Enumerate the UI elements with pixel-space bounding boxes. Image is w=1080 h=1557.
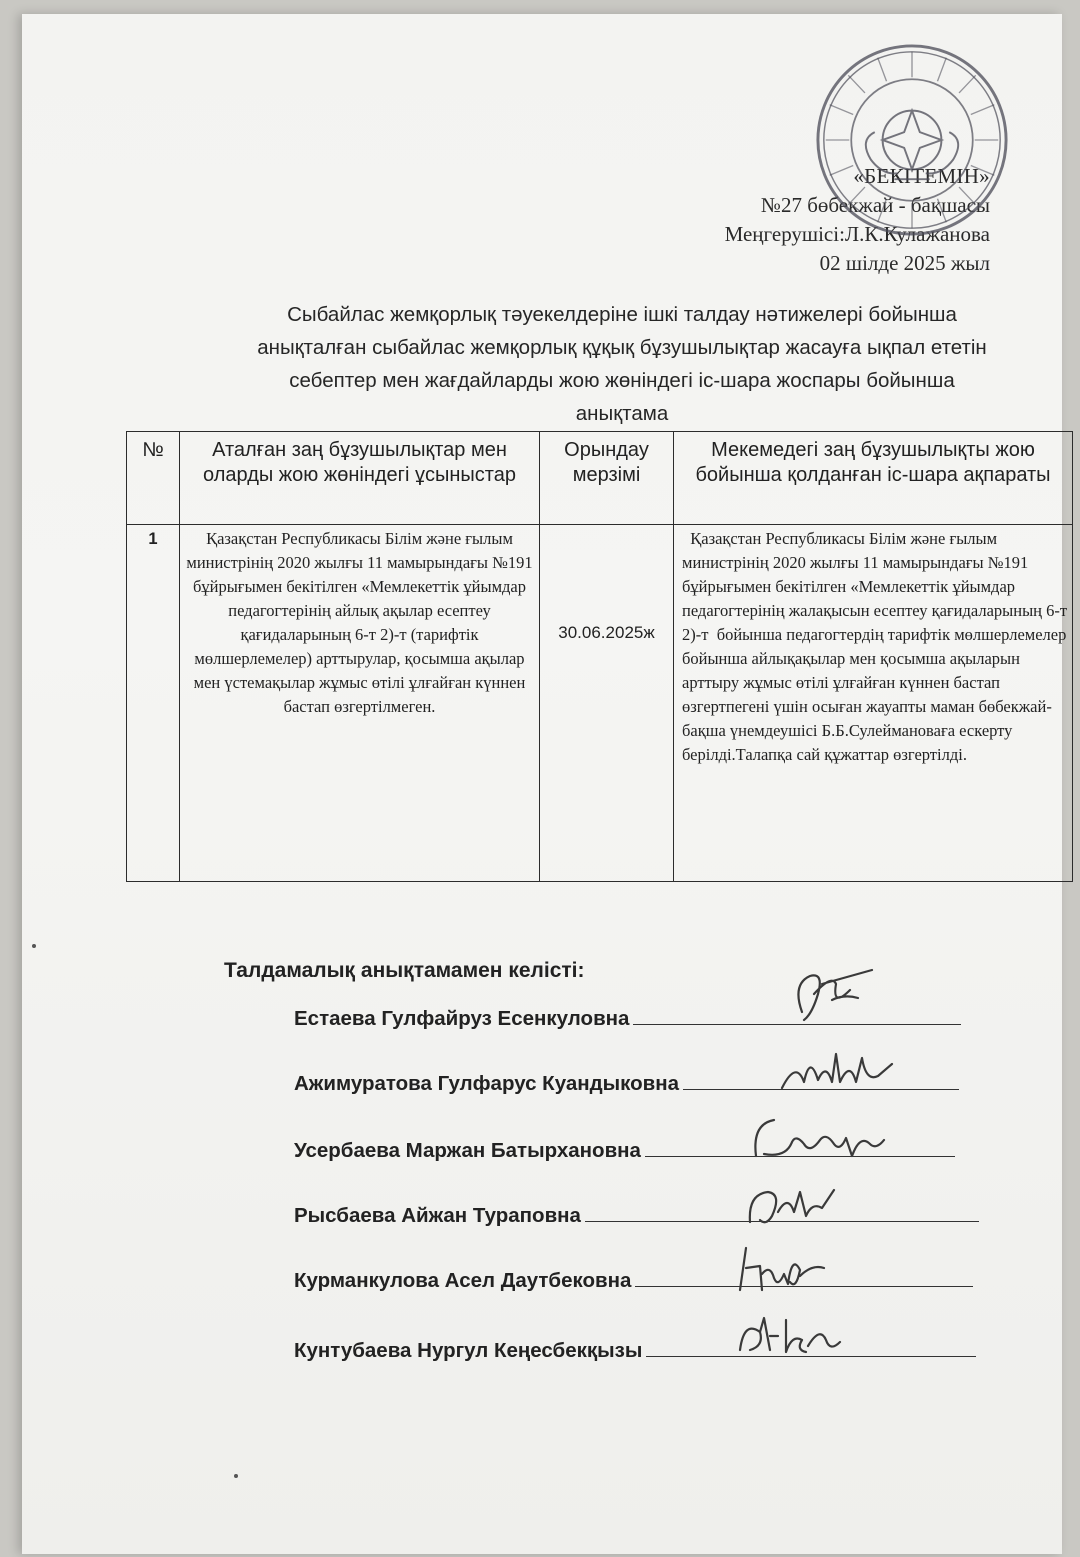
signer-name: Курманкулова Асел Даутбековна [294, 1269, 632, 1292]
signature-icon [726, 1234, 836, 1304]
table-row [127, 525, 1073, 882]
signer-name: Рысбаева Айжан Тураповна [294, 1204, 581, 1227]
cell-number: 1 [127, 525, 180, 882]
paper-speck [32, 944, 36, 948]
document-title-line: анықтама [575, 402, 669, 425]
signer-name: Усербаева Маржан Батырхановна [294, 1139, 641, 1162]
approval-head: Меңгерушісі:Л.К.Кулажанова [724, 222, 990, 246]
signer-row [294, 1199, 979, 1231]
document-title-line: Сыбайлас жемқорлық тәуекелдеріне ішкі талдау нәтижелері бойынша [287, 303, 957, 326]
signature-icon [762, 954, 882, 1034]
document-page [22, 14, 1072, 1554]
cell-action: Қазақстан Республикасы Білім және ғылым министрінің 2020 жылғы 11 мамырындағы №191 бұйрығымен бекітілген «Мемлекеттік ұйымдар педагогтерінің жалақысын есептеу қағидаларының 6-т 2)-т бойынша педагогтердің тарифтік мөлшерлемелер бойынша айлықақылар мен қосымша ақыларын арттыру жұмыс өтілі ұлғайған күннен бастап өзгертпегені үшін осыған жауапты маман бөбекжай-бақша үнемдеушісі Б.Б.Сулеймановаға ескерту берілді.Талапқа сай құжаттар өзгертілді. [674, 525, 1073, 882]
measures-table [126, 431, 1073, 882]
acquaintance-heading: Талдамалық анықтамамен келісті: [224, 959, 585, 982]
document-title-line: себептер мен жағдайларды жою жөніндегі іс-шара жоспары бойынша [289, 369, 955, 392]
cell-deadline: 30.06.2025ж [540, 525, 674, 882]
approval-date: 02 шілде 2025 жыл [819, 251, 990, 275]
approval-organization: №27 бөбекжай - бақшасы [760, 193, 990, 217]
signature-icon [774, 1042, 904, 1104]
header-number: № [127, 432, 180, 525]
cell-recommendation: Қазақстан Республикасы Білім және ғылым министрінің 2020 жылғы 11 мамырындағы №191 бұйрығымен бекітілген «Мемлекеттік ұйымдар педагогтерінің айлық ақылар есептеу қағидаларының 6-т 2)-т (тарифтік мөлшерлемелер) арттырулар, қосымша ақылар мен үстемақылар жұмыс өтілі ұлғайған күннен бастап өзгертілмеген. [180, 525, 540, 882]
signer-row [294, 1264, 973, 1296]
signer-name: Кунтубаева Нургул Кеңесбекқызы [294, 1339, 643, 1362]
header-action: Мекемедегі заң бұзушылықты жою бойынша қолданған іс-шара ақпараты [674, 432, 1073, 525]
signer-row [294, 1334, 976, 1366]
approval-title: «БЕКІТЕМІН» [853, 164, 990, 188]
header-deadline: Орындау мерзімі [540, 432, 674, 525]
signer-name: Естаева Гулфайруз Есенкуловна [294, 1007, 630, 1030]
signature-icon [738, 1172, 848, 1234]
official-seal-icon [814, 42, 1010, 238]
signer-name: Ажимуратова Гулфарус Куандыковна [294, 1072, 680, 1095]
paper-speck [234, 1474, 238, 1478]
signature-icon [734, 1104, 914, 1174]
signature-icon [730, 1306, 850, 1370]
header-recommendation: Аталған заң бұзушылықтар мен оларды жою жөніндегі ұсыныстар [180, 432, 540, 525]
document-title-line: анықталған сыбайлас жемқорлық құқық бұзушылықтар жасауға ықпал ететін [257, 336, 987, 359]
document-title [172, 298, 1072, 430]
table-header-row [127, 432, 1073, 525]
